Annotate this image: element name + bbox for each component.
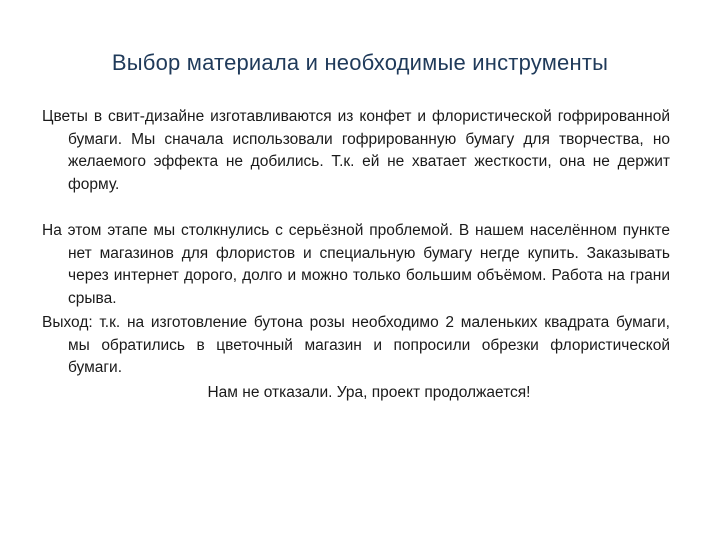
slide-body [42, 106, 670, 404]
paragraph-problem: На этом этапе мы столкнулись с серьёзной проблемой. В нашем населённом пункте нет магазинов для флористов и специальную бумагу негде купить. Заказывать через интернет дорого, долго и можно только большим объёмом. Работа на грани срыва. [42, 222, 670, 307]
paragraph-paper-choice: Цветы в свит-дизайне изготавливаются из конфет и флористической гофрированной бумаги. Мы сначала использовали гофрированную бумагу для творчества, но желаемого эффекта не добились. Т.к. ей не хватает жесткости, она не держит форму. [42, 108, 670, 193]
closing-line: Нам не отказали. Ура, проект продолжается! [207, 383, 531, 401]
slide-title: Выбор материала и необходимые инструменты [111, 50, 609, 75]
paragraph-solution: Выход: т.к. на изготовление бутона розы необходимо 2 маленьких квадрата бумаги, мы обратились в цветочный магазин и попросили обрезки флористической бумаги. [42, 314, 670, 376]
